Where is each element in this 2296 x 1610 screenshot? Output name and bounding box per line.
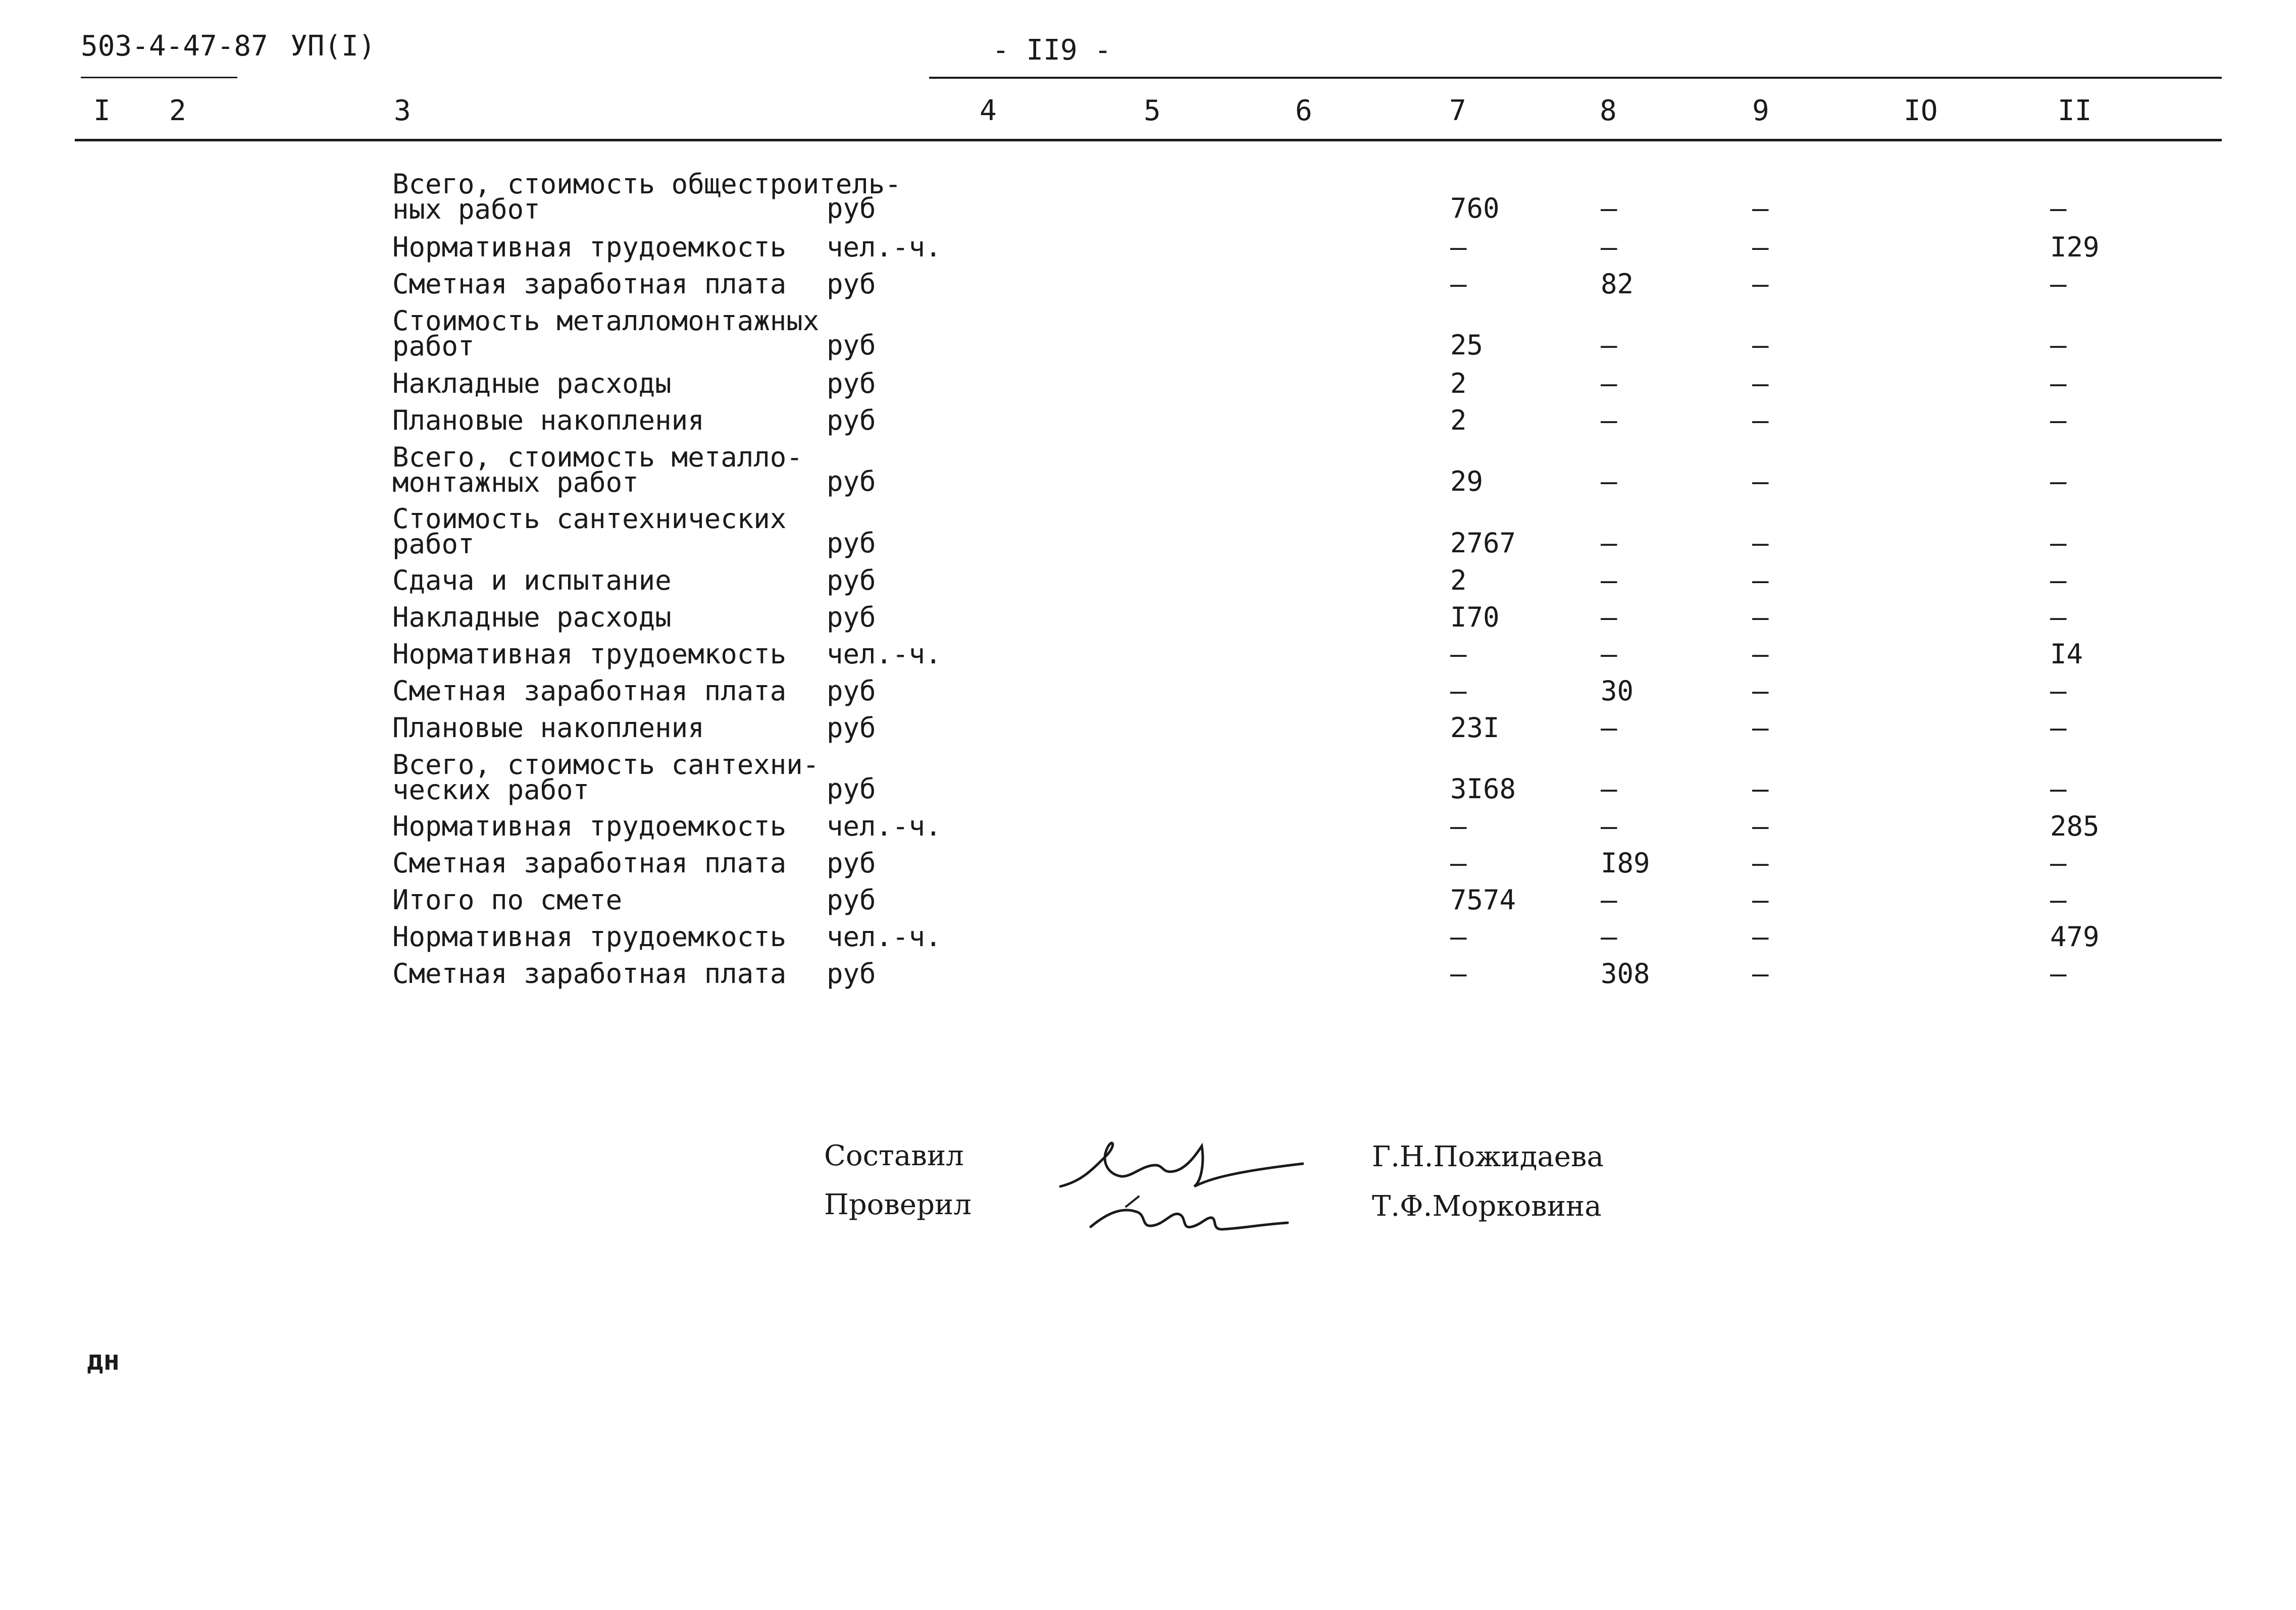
checked-label: Проверил	[824, 1188, 972, 1221]
cell-col-11: –	[2050, 368, 2067, 399]
row-unit: чел.-ч.	[827, 231, 942, 263]
footer-mark: дн	[87, 1344, 120, 1376]
col-header-7: 7	[1449, 94, 1466, 127]
row-name: Нормативная трудоемкость	[392, 810, 787, 842]
col-header-5: 5	[1144, 94, 1161, 127]
cell-col-8: –	[1601, 465, 1617, 497]
col-header-4: 4	[980, 94, 997, 127]
cell-col-8: –	[1601, 192, 1617, 224]
cell-col-9: –	[1752, 404, 1769, 436]
row-unit: руб	[827, 368, 876, 399]
cell-col-7: 3I68	[1450, 773, 1516, 805]
col-header-9: 9	[1752, 94, 1769, 127]
row-name: Нормативная трудоемкость	[392, 921, 787, 953]
cell-col-7: –	[1450, 847, 1467, 879]
row-name: Сметная заработная плата	[392, 675, 787, 707]
row-name: Плановые накопления	[392, 712, 704, 744]
cell-col-7: I70	[1450, 601, 1500, 633]
cell-col-7: 760	[1450, 192, 1500, 224]
cell-col-7: 2	[1450, 404, 1467, 436]
cell-col-8: –	[1601, 368, 1617, 399]
cell-col-7: 7574	[1450, 884, 1516, 916]
row-name: Нормативная трудоемкость	[392, 638, 787, 670]
row-unit: руб	[827, 465, 876, 497]
cell-col-11: 285	[2050, 810, 2100, 842]
row-unit: руб	[827, 268, 876, 300]
row-unit: руб	[827, 329, 876, 361]
compiled-label: Составил	[824, 1139, 964, 1172]
cell-col-11: I4	[2050, 638, 2083, 670]
album-code: УП(I)	[290, 30, 376, 63]
col-header-3: 3	[394, 94, 411, 127]
row-name: Сметная заработная плата	[392, 958, 787, 990]
cell-col-8: –	[1601, 404, 1617, 436]
row-unit: руб	[827, 958, 876, 990]
row-name: Сметная заработная плата	[392, 847, 787, 879]
cell-col-7: –	[1450, 231, 1467, 263]
cell-col-7: –	[1450, 810, 1467, 842]
cell-col-8: –	[1601, 921, 1617, 953]
cell-col-7: 29	[1450, 465, 1484, 497]
row-unit: руб	[827, 527, 876, 559]
cell-col-9: –	[1752, 368, 1769, 399]
cell-col-11: –	[2050, 192, 2067, 224]
cell-col-7: –	[1450, 921, 1467, 953]
cell-col-11: 479	[2050, 921, 2100, 953]
cell-col-11: –	[2050, 773, 2067, 805]
cell-col-11: –	[2050, 465, 2067, 497]
cell-col-11: –	[2050, 404, 2067, 436]
doc-code: 503-4-47-87	[81, 30, 268, 63]
cell-col-11: –	[2050, 712, 2067, 744]
cell-col-8: 82	[1601, 268, 1634, 300]
row-unit: руб	[827, 773, 876, 805]
row-name: Нормативная трудоемкость	[392, 231, 787, 263]
cell-col-11: –	[2050, 601, 2067, 633]
cell-col-9: –	[1752, 231, 1769, 263]
table-top-rule	[929, 77, 2222, 79]
cell-col-7: –	[1450, 958, 1467, 990]
row-name: Плановые накопления	[392, 404, 704, 436]
cell-col-9: –	[1752, 921, 1769, 953]
cell-col-11: –	[2050, 958, 2067, 990]
col-header-1: I	[93, 94, 111, 127]
row-unit: руб	[827, 884, 876, 916]
cell-col-7: –	[1450, 638, 1467, 670]
cell-col-8: –	[1601, 773, 1617, 805]
row-unit: руб	[827, 404, 876, 436]
cell-col-7: –	[1450, 268, 1467, 300]
cell-col-9: –	[1752, 712, 1769, 744]
cell-col-8: 30	[1601, 675, 1634, 707]
cell-col-8: 308	[1601, 958, 1650, 990]
row-unit: руб	[827, 601, 876, 633]
row-name: Стоимость металломонтажных работ	[392, 305, 820, 362]
row-unit: чел.-ч.	[827, 810, 942, 842]
cell-col-11: –	[2050, 329, 2067, 361]
row-name: Итого по смете	[392, 884, 623, 916]
compiled-name: Г.Н.Пожидаева	[1372, 1140, 1604, 1173]
row-unit: руб	[827, 564, 876, 596]
cell-col-7: 23I	[1450, 712, 1500, 744]
col-header-2: 2	[169, 94, 186, 127]
cell-col-9: –	[1752, 564, 1769, 596]
cell-col-9: –	[1752, 268, 1769, 300]
row-unit: руб	[827, 675, 876, 707]
row-name: Всего, стоимость металло- монтажных работ	[392, 441, 803, 498]
cell-col-8: –	[1601, 638, 1617, 670]
signature-scribble	[1050, 1126, 1323, 1242]
checked-name: Т.Ф.Морковина	[1372, 1190, 1602, 1223]
cell-col-7: 2	[1450, 368, 1467, 399]
cell-col-8: –	[1601, 712, 1617, 744]
cell-col-11: –	[2050, 675, 2067, 707]
cell-col-8: –	[1601, 601, 1617, 633]
row-name: Всего, стоимость сантехни- ческих работ	[392, 749, 820, 806]
cell-col-11: –	[2050, 527, 2067, 559]
row-unit: руб	[827, 712, 876, 744]
cell-col-7: 2767	[1450, 527, 1516, 559]
cell-col-8: –	[1601, 329, 1617, 361]
page-number: - II9 -	[992, 34, 1112, 67]
cell-col-9: –	[1752, 527, 1769, 559]
cell-col-7: –	[1450, 675, 1467, 707]
row-unit: руб	[827, 847, 876, 879]
cell-col-11: –	[2050, 847, 2067, 879]
cell-col-8: I89	[1601, 847, 1650, 879]
row-name: Всего, стоимость общестроитель- ных работ	[392, 168, 901, 225]
cell-col-9: –	[1752, 601, 1769, 633]
cell-col-9: –	[1752, 847, 1769, 879]
cell-col-11: –	[2050, 268, 2067, 300]
row-unit: чел.-ч.	[827, 638, 942, 670]
row-unit: руб	[827, 192, 876, 224]
cell-col-8: –	[1601, 810, 1617, 842]
cell-col-9: –	[1752, 638, 1769, 670]
cell-col-9: –	[1752, 958, 1769, 990]
cell-col-9: –	[1752, 810, 1769, 842]
cell-col-11: I29	[2050, 231, 2100, 263]
row-name: Стоимость сантехнических работ	[392, 503, 787, 560]
cell-col-7: 2	[1450, 564, 1467, 596]
cell-col-8: –	[1601, 527, 1617, 559]
col-header-10: IO	[1904, 94, 1938, 127]
cell-col-9: –	[1752, 465, 1769, 497]
row-name: Накладные расходы	[392, 601, 672, 633]
cell-col-9: –	[1752, 675, 1769, 707]
cell-col-9: –	[1752, 192, 1769, 224]
col-header-8: 8	[1600, 94, 1617, 127]
cell-col-11: –	[2050, 564, 2067, 596]
row-name: Сдача и испытание	[392, 564, 672, 596]
cell-col-9: –	[1752, 884, 1769, 916]
row-name: Накладные расходы	[392, 368, 672, 399]
table-header-rule	[75, 139, 2222, 141]
cell-col-9: –	[1752, 329, 1769, 361]
cell-col-7: 25	[1450, 329, 1484, 361]
cell-col-9: –	[1752, 773, 1769, 805]
cell-col-8: –	[1601, 231, 1617, 263]
cell-col-8: –	[1601, 564, 1617, 596]
cell-col-11: –	[2050, 884, 2067, 916]
col-header-6: 6	[1295, 94, 1312, 127]
row-unit: чел.-ч.	[827, 921, 942, 953]
header-underline	[81, 77, 237, 78]
cell-col-8: –	[1601, 884, 1617, 916]
row-name: Сметная заработная плата	[392, 268, 787, 300]
col-header-11: II	[2058, 94, 2092, 127]
